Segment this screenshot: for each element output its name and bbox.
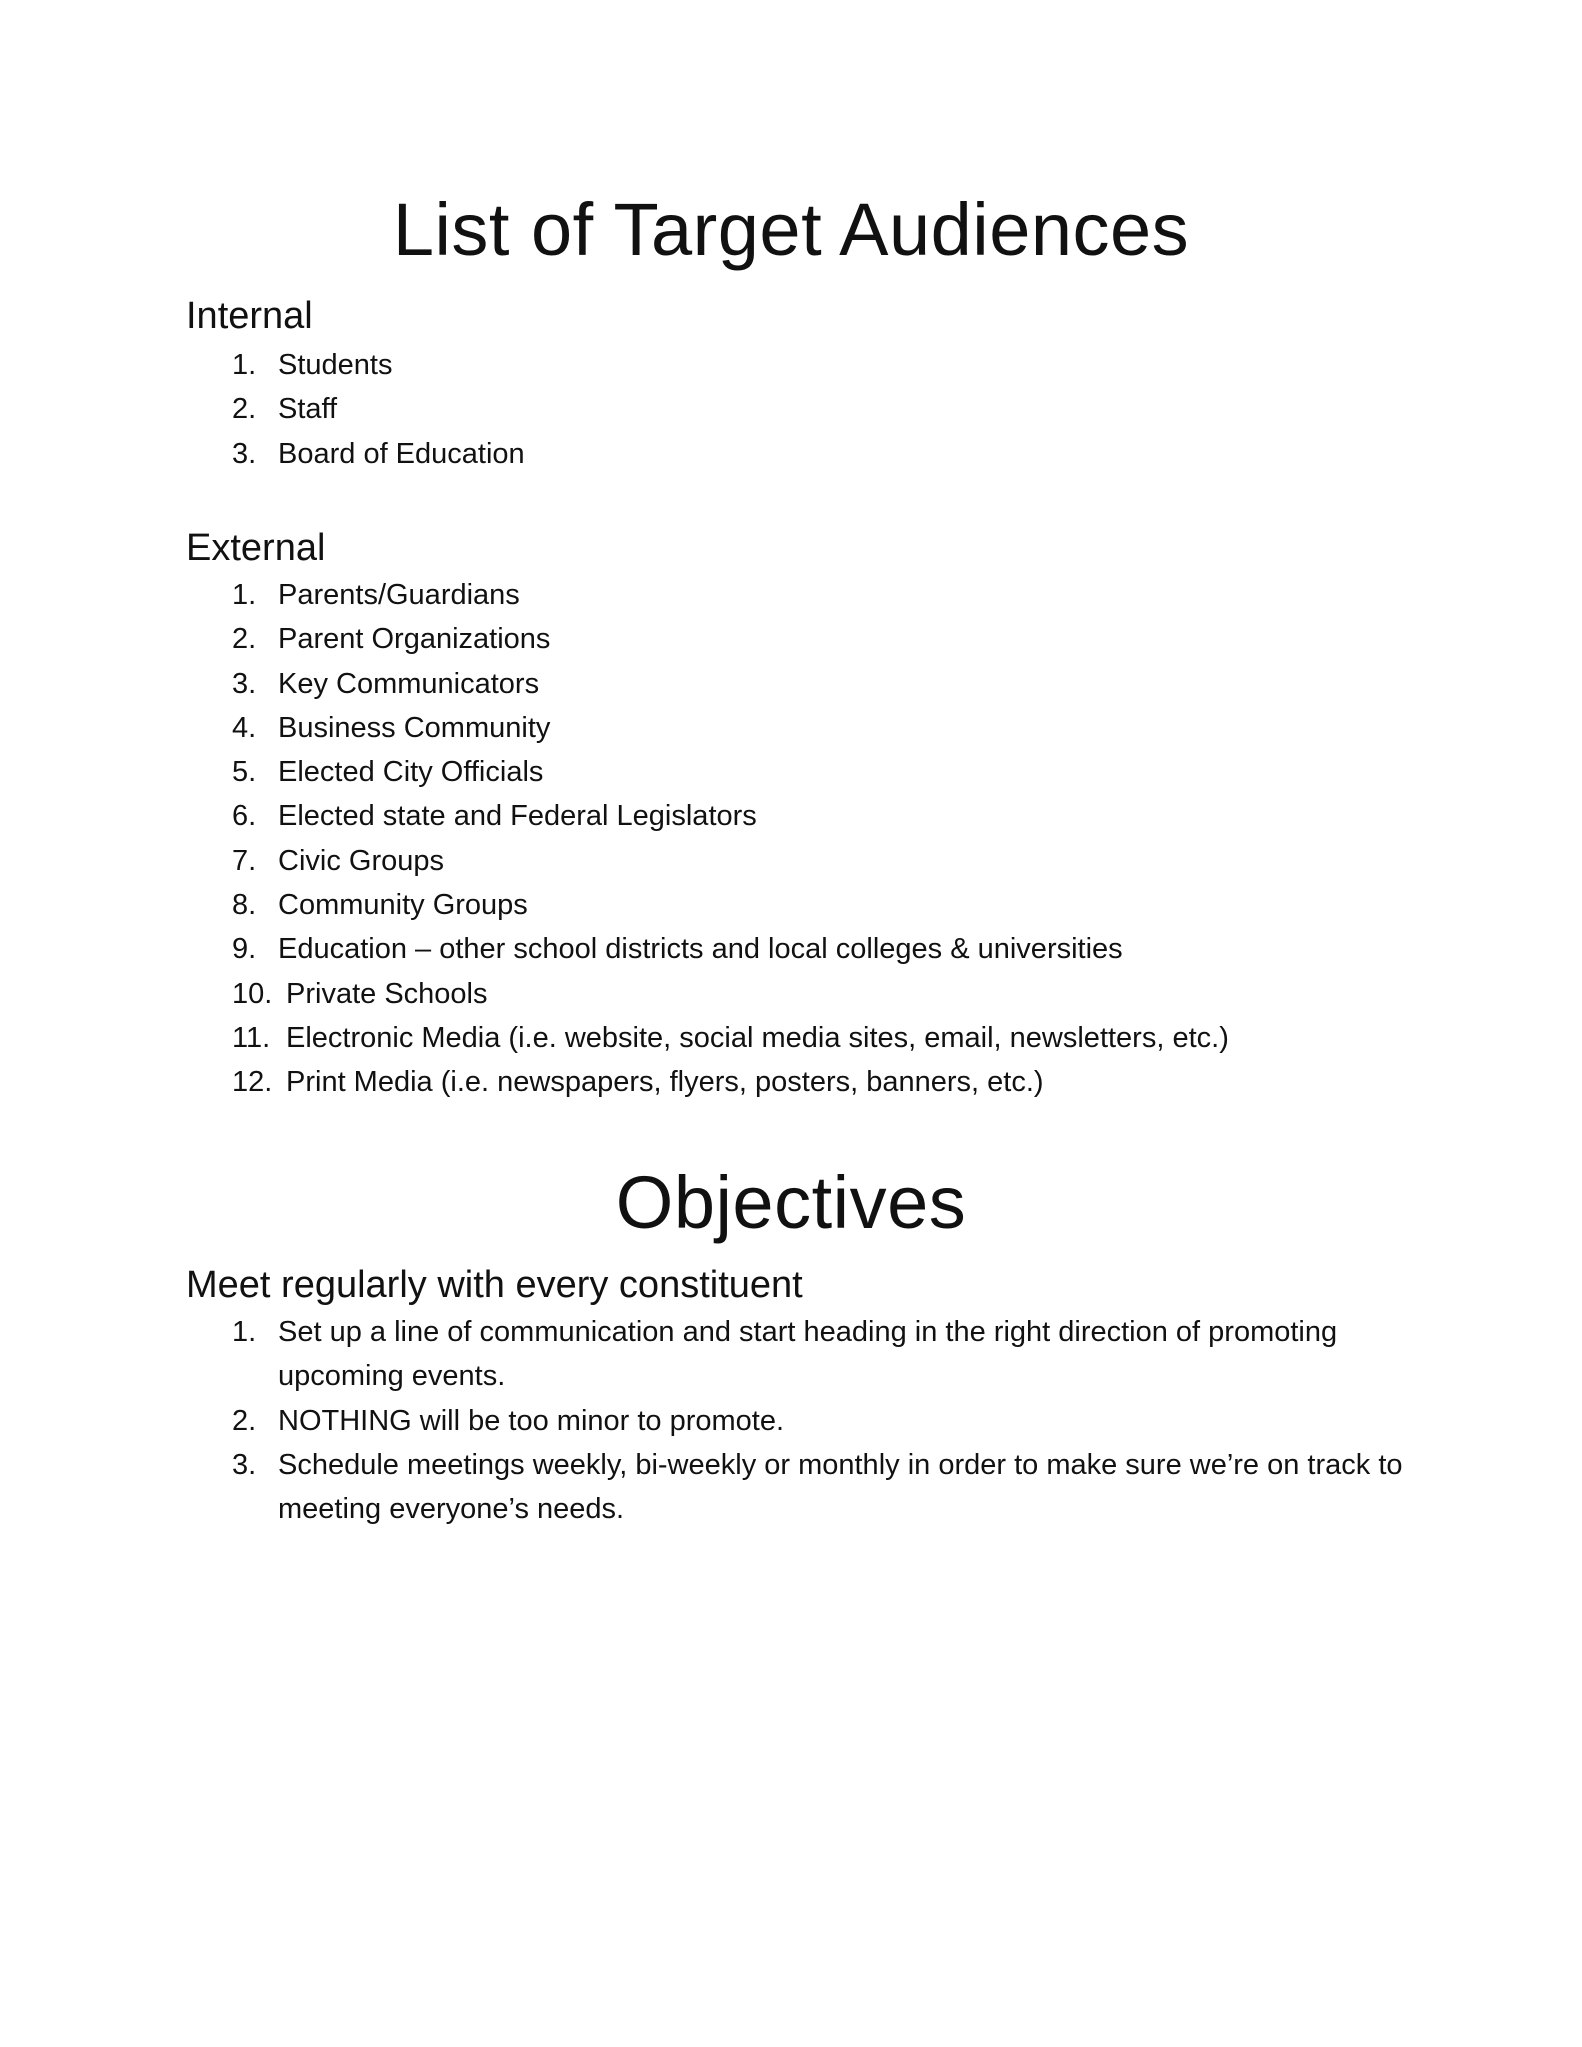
item-number: 5. — [232, 756, 257, 789]
item-text: Elected City Officials — [278, 756, 544, 789]
item-text: Print Media (i.e. newspapers, flyers, posters, banners, etc.) — [286, 1066, 1044, 1099]
item-text: Key Communicators — [278, 667, 540, 700]
internal-heading: Internal — [186, 295, 313, 337]
item-number: 1. — [232, 1316, 257, 1348]
external-section — [186, 525, 1436, 1105]
item-number: 6. — [232, 800, 257, 833]
item-text: Electronic Media (i.e. website, social media sites, email, newsletters, etc.) — [286, 1021, 1229, 1054]
item-text: Business Community — [278, 711, 551, 744]
list-item — [186, 1060, 1436, 1104]
list-item — [186, 1399, 1436, 1443]
list-item — [186, 662, 1436, 706]
internal-list — [186, 343, 1436, 476]
item-number: 2. — [232, 623, 257, 656]
list-item — [186, 972, 1436, 1016]
objectives-title: Objectives — [615, 1161, 967, 1244]
item-text: NOTHING will be too minor to promote. — [278, 1404, 785, 1437]
item-text: Private Schools — [286, 977, 488, 1010]
item-number: 7. — [232, 844, 257, 877]
item-number: 3. — [232, 1448, 257, 1481]
list-item — [186, 343, 1436, 387]
list-item — [186, 927, 1436, 971]
item-number: 11. — [232, 1021, 271, 1054]
list-item — [186, 573, 1436, 617]
item-number: 10. — [232, 977, 273, 1010]
objectives-heading: Meet regularly with every constituent — [186, 1264, 803, 1306]
item-text: Civic Groups — [278, 844, 444, 877]
external-heading: External — [186, 527, 326, 569]
item-text: Elected state and Federal Legislators — [278, 800, 757, 833]
item-text: Parents/Guardians — [278, 579, 520, 611]
item-number: 8. — [232, 889, 257, 922]
internal-section — [186, 293, 1436, 476]
list-item — [186, 1310, 1436, 1399]
item-text: Board of Education — [278, 437, 525, 470]
item-number: 3. — [232, 437, 257, 470]
list-item — [186, 706, 1436, 750]
item-number: 1. — [232, 579, 257, 611]
list-item — [186, 883, 1436, 927]
external-list — [186, 573, 1436, 1105]
item-number: 9. — [232, 933, 257, 966]
item-number: 3. — [232, 667, 257, 700]
item-text: Schedule meetings weekly, bi-weekly or monthly in order to make sure we’re on track to meeting everyone’s needs. — [278, 1448, 1403, 1526]
list-item — [186, 387, 1436, 431]
item-number: 2. — [232, 1404, 257, 1437]
item-number: 4. — [232, 711, 257, 744]
item-text: Parent Organizations — [278, 623, 551, 656]
item-number: 12. — [232, 1066, 273, 1099]
list-item — [186, 1016, 1436, 1060]
list-item — [186, 617, 1436, 661]
objectives-section — [186, 1262, 1436, 1531]
item-text: Set up a line of communication and start heading in the right direction of promoting upcoming events. — [278, 1316, 1338, 1393]
objectives-list — [186, 1310, 1436, 1531]
list-item — [186, 1443, 1436, 1532]
item-text: Education – other school districts and local colleges & universities — [278, 933, 1123, 966]
list-item — [186, 839, 1436, 883]
item-text: Staff — [278, 393, 338, 426]
item-number: 1. — [232, 349, 257, 381]
list-item — [186, 750, 1436, 794]
item-text: Students — [278, 349, 393, 381]
item-number: 2. — [232, 393, 257, 426]
list-item — [186, 794, 1436, 838]
page-title: List of Target Audiences — [392, 188, 1190, 271]
item-text: Community Groups — [278, 889, 528, 922]
list-item — [186, 432, 1436, 476]
